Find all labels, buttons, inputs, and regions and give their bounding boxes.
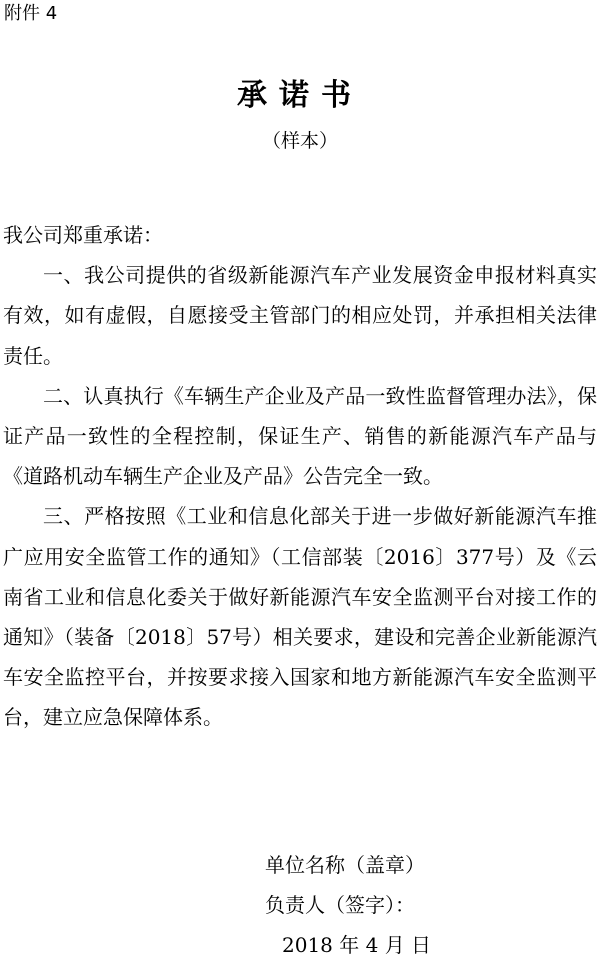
- salutation: 我公司郑重承诺：: [3, 223, 163, 247]
- commitment-paragraph-1: 一、我公司提供的省级新能源汽车产业发展资金申报材料真实有效，如有虚假，自愿接受主管部门的相应处罚，并承担相关法律责任。: [3, 263, 597, 368]
- document-body: [3, 215, 597, 738]
- commitment-paragraph-2: 二、认真执行《车辆生产企业及产品一致性监督管理办法》，保证产品一致性的全程控制，保证生产、销售的新能源汽车产品与《道路机动车辆生产企业及产品》公告完全一致。: [3, 383, 597, 489]
- attachment-label: 附件 4: [4, 3, 58, 24]
- document-subtitle: （样本）: [261, 130, 338, 152]
- document-title: 承诺书: [237, 78, 363, 113]
- date-line: 2018 年 4 月 日: [282, 933, 432, 957]
- commitment-paragraph-3: 三、严格按照《工业和信息化部关于进一步做好新能源汽车推广应用安全监管工作的通知》（工信部装〔2016〕377号）及《云南省工业和信息化委关于做好新能源汽车安全监测平台对接工作的通知》（装备〔2018〕57号）相关要求，建设和完善企业新能源汽车安全监控平台，并按要求接入国家和地方新能源汽车安全监测平台，建立应急保障体系。: [3, 504, 597, 730]
- unit-name-line: 单位名称（盖章）: [265, 853, 425, 877]
- signature-block: [265, 845, 431, 965]
- responsible-person-line: 负责人（签字）：: [265, 893, 415, 917]
